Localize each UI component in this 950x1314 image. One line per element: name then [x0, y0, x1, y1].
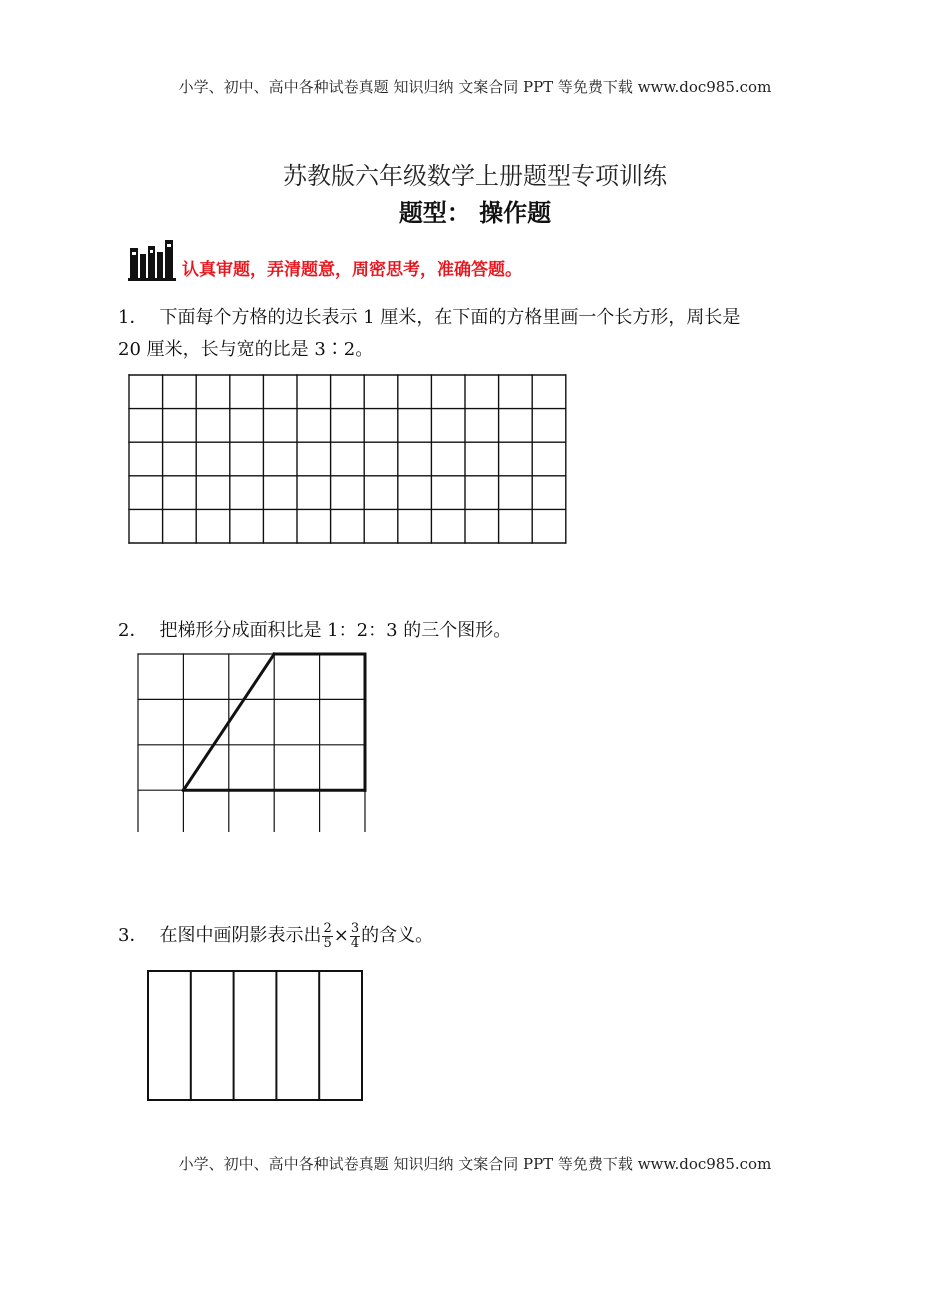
question-number: 2． [118, 620, 148, 641]
question-text: 把梯形分成面积比是 1：2：3 的三个图形。 [159, 620, 512, 641]
times-sign: × [333, 925, 349, 946]
fraction-2-5: $\frac{2}{5}$ [323, 920, 332, 951]
question-number: 3． [118, 925, 148, 946]
strip-rectangle-q3 [146, 969, 366, 1104]
question-2 [118, 615, 511, 647]
question-text-after: 的含义。 [361, 925, 434, 946]
trapezoid-grid-q2 [136, 652, 368, 832]
question-1-line2: 20 厘米，长与宽的比是 3∶2。 [118, 339, 374, 360]
page-footer: 小学、初中、高中各种试卷真题 知识归纳 文案合同 PPT 等免费下载 www.doc985.com [178, 1155, 772, 1173]
page-title: 苏教版六年级数学上册题型专项训练 [283, 162, 667, 190]
question-text: 下面每个方格的边长表示 1 厘米，在下面的方格里画一个长方形，周长是 [159, 307, 741, 328]
books-icon [128, 238, 176, 282]
question-number: 1． [118, 307, 148, 328]
page-header: 小学、初中、高中各种试卷真题 知识归纳 文案合同 PPT 等免费下载 www.doc985.com [178, 78, 772, 96]
question-3 [118, 920, 433, 952]
question-text-before: 在图中画阴影表示出 [159, 925, 322, 946]
question-1 [118, 302, 833, 334]
slogan: 认真审题，弄清题意，周密思考，准确答题。 [182, 260, 522, 280]
square-grid-q1 [128, 374, 568, 544]
fraction-3-4: $\frac{3}{4}$ [350, 920, 360, 951]
page-subtitle: 题型： 操作题 [398, 199, 552, 227]
